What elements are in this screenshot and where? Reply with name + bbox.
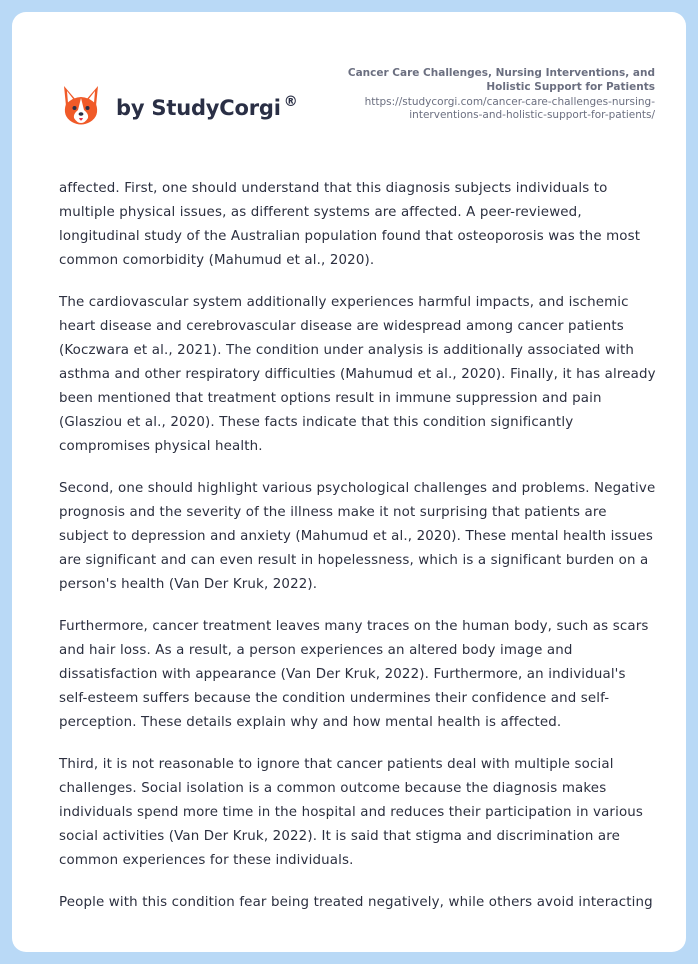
paragraph <box>59 753 659 873</box>
text-line: social activities (Van Der Kruk, 2022). It is said that stigma and discrimination are <box>59 829 620 844</box>
text-line: compromises physical health. <box>59 439 263 454</box>
text-line: perception. These details explain why and how mental health is affected. <box>59 715 562 730</box>
studycorgi-logo[interactable] <box>60 76 298 136</box>
document-url[interactable] <box>325 96 655 122</box>
document-body <box>59 177 659 933</box>
registered-mark: ® <box>283 94 298 110</box>
document-title-line: Holistic Support for Patients <box>486 81 655 93</box>
text-line: challenges. Social isolation is a common outcome because the diagnosis makes <box>59 781 607 796</box>
text-line: Third, it is not reasonable to ignore that cancer patients deal with multiple social <box>59 757 614 772</box>
paragraph <box>59 477 659 597</box>
text-line: People with this condition fear being treated negatively, while others avoid interacting <box>59 895 653 910</box>
text-line: Furthermore, cancer treatment leaves many traces on the human body, such as scars <box>59 619 649 634</box>
document-url-line: https://studycorgi.com/cancer-care-challenges-nursing- <box>364 96 655 108</box>
paragraph <box>59 891 659 915</box>
text-line: and hair loss. As a result, a person experiences an altered body image and <box>59 643 573 658</box>
text-line: dissatisfaction with appearance (Van Der Kruk, 2022). Furthermore, an individual's <box>59 667 626 682</box>
text-line: multiple physical issues, as different systems are affected. A peer-reviewed, <box>59 205 582 220</box>
brand-text: by StudyCorgi <box>116 96 281 120</box>
document-title-line: Cancer Care Challenges, Nursing Interventions, and <box>347 67 655 79</box>
text-line: are significant and can even result in hopelessness, which is a significant burden on a <box>59 553 649 568</box>
text-line: longitudinal study of the Australian population found that osteoporosis was the most <box>59 229 641 244</box>
text-line: heart disease and cerebrovascular disease are widespread among cancer patients <box>59 319 624 334</box>
text-line: common comorbidity (Mahumud et al., 2020). <box>59 253 375 268</box>
paragraph <box>59 291 659 459</box>
text-line: subject to depression and anxiety (Mahumud et al., 2020). These mental health issues <box>59 529 653 544</box>
document-page <box>12 12 686 952</box>
text-line: self-esteem suffers because the condition undermines their confidence and self- <box>59 691 610 706</box>
paragraph <box>59 615 659 735</box>
paragraph <box>59 177 659 273</box>
brand-name <box>116 94 298 120</box>
document-url-line: interventions-and-holistic-support-for-patients/ <box>409 109 655 121</box>
text-line: (Glasziou et al., 2020). These facts indicate that this condition significantly <box>59 415 574 430</box>
text-line: prognosis and the severity of the illness make it not surprising that patients are <box>59 505 607 520</box>
corgi-head-icon <box>60 84 102 128</box>
text-line: common experiences for these individuals. <box>59 853 354 868</box>
text-line: Second, one should highlight various psychological challenges and problems. Negative <box>59 481 656 496</box>
text-line: (Koczwara et al., 2021). The condition under analysis is additionally associated with <box>59 343 634 358</box>
document-title <box>325 66 655 94</box>
text-line: The cardiovascular system additionally experiences harmful impacts, and ischemic <box>59 295 629 310</box>
document-meta <box>325 66 655 122</box>
text-line: affected. First, one should understand that this diagnosis subjects individuals to <box>59 181 608 196</box>
text-line: been mentioned that treatment options result in immune suppression and pain <box>59 391 602 406</box>
text-line: asthma and other respiratory difficulties (Mahumud et al., 2020). Finally, it has already <box>59 367 656 382</box>
text-line: individuals spend more time in the hospital and reduces their participation in various <box>59 805 644 820</box>
text-line: person's health (Van Der Kruk, 2022). <box>59 577 318 592</box>
